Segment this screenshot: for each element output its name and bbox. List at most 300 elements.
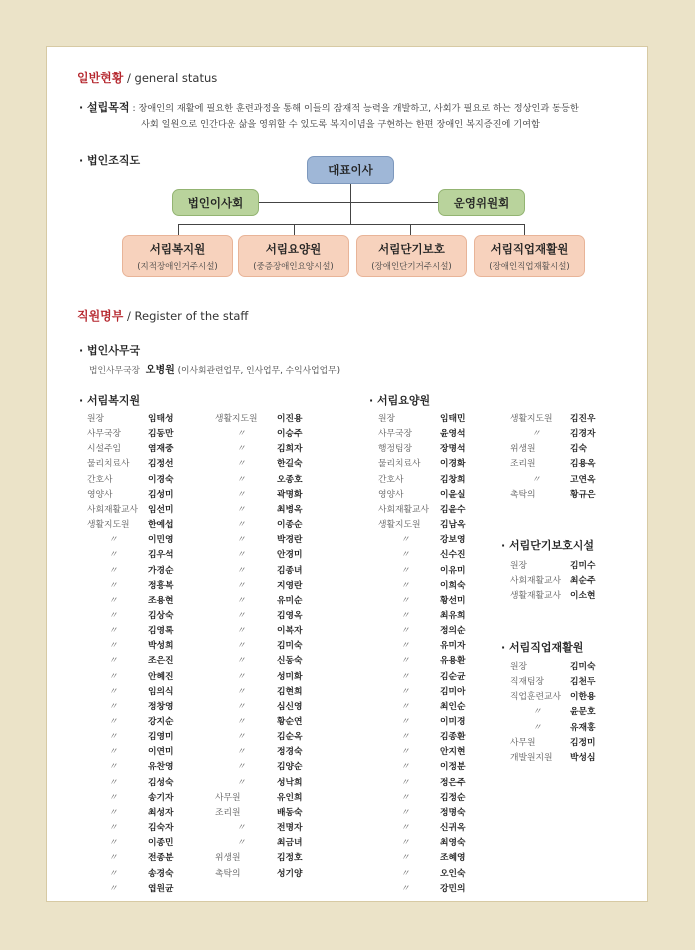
staff-name: 김종환: [440, 732, 466, 743]
staff-row: [87, 745, 198, 760]
staff-role: 〃: [236, 580, 246, 591]
staff-role: 〃: [400, 747, 410, 758]
staff-name: 한길숙: [277, 459, 303, 470]
staff-name: 유용환: [440, 656, 466, 667]
staff-role: 〃: [400, 701, 410, 712]
staff-row: [215, 685, 327, 700]
staff-name: 황선미: [440, 595, 466, 606]
staff-role: 〃: [108, 550, 118, 561]
staff-role: 직업훈련교사: [510, 692, 561, 703]
org-line-drop-2: [294, 224, 295, 235]
staff-role: 사무국장: [87, 429, 121, 440]
staff-role: 〃: [108, 565, 118, 576]
staff-role: 〃: [400, 580, 410, 591]
staff-row: [378, 730, 490, 745]
org-line-horizontal-bottom: [178, 224, 524, 225]
staff-row: [215, 533, 327, 548]
staff-row: [378, 564, 490, 579]
staff-row: [510, 574, 620, 589]
staff-role: 〃: [108, 747, 118, 758]
staff-name: 김정호: [277, 853, 303, 864]
staff-role: 〃: [236, 520, 246, 531]
staff-row: [87, 533, 198, 548]
staff-role: 〃: [400, 626, 410, 637]
staff-name: 정은주: [440, 777, 466, 788]
staff-role: 생활지도원: [87, 520, 130, 531]
staff-name: 오인숙: [440, 868, 466, 879]
staff-role: 〃: [236, 671, 246, 682]
staff-row: [510, 690, 620, 705]
staff-role: 〃: [400, 853, 410, 864]
staff-name: 강보영: [440, 535, 466, 546]
staff-name: 유찬영: [148, 762, 174, 773]
staff-name: 김숙: [570, 444, 587, 455]
staff-name: 김양순: [277, 762, 303, 773]
staff-role: 〃: [531, 429, 541, 440]
staff-role: 〃: [400, 641, 410, 652]
staff-row: [215, 821, 327, 836]
staff-row: [378, 685, 490, 700]
staff-role: 〃: [236, 504, 246, 515]
staff-row: [378, 518, 490, 533]
org-unit-4: 서림직업재활원 (장애인직업재활시설): [474, 235, 585, 277]
staff-row: [87, 670, 198, 685]
staff-name: 김순옥: [277, 732, 303, 743]
staff-name: 유미순: [277, 595, 303, 606]
staff-name: 김창희: [440, 474, 466, 485]
staff-name: 전명자: [277, 823, 303, 834]
staff-name: 강지순: [148, 717, 174, 727]
staff-role: 원장: [510, 561, 527, 571]
staff-role: 사회재활교사: [87, 504, 138, 515]
staff-role: 〃: [236, 701, 246, 712]
staff-name: 이정분: [440, 762, 466, 773]
staff-role: 〃: [236, 686, 246, 697]
staff-row: [215, 745, 327, 760]
staff-role: 〃: [400, 686, 410, 697]
staff-name: 이경화: [440, 459, 466, 470]
staff-role: 〃: [108, 686, 118, 697]
staff-name: 최유희: [440, 610, 466, 621]
staff-row: [215, 488, 327, 503]
staff-role: 〃: [108, 701, 118, 712]
staff-name: 배동숙: [277, 807, 303, 818]
staff-name: 김우석: [148, 550, 174, 561]
staff-role: 〃: [236, 656, 246, 667]
staff-row: [215, 457, 327, 472]
staff-row: [378, 670, 490, 685]
staff-row: [87, 700, 198, 715]
staff-name: 정창영: [148, 701, 174, 712]
org-unit-3: 서림단기보호 (장애인단기거주시설): [356, 235, 467, 277]
staff-role: 영양사: [87, 489, 113, 500]
staff-role: 〃: [108, 838, 118, 849]
staff-row: [215, 503, 327, 518]
staff-name: 김용옥: [570, 459, 596, 470]
staff-row: [378, 548, 490, 563]
staff-role: 〃: [108, 807, 118, 818]
staff-name: 유인희: [277, 792, 303, 803]
staff-name: 김진우: [570, 414, 596, 424]
staff-name: 임의식: [148, 686, 174, 697]
staff-name: 최순주: [570, 576, 596, 587]
staff-row: [378, 715, 490, 730]
staff-role: 〃: [108, 868, 118, 879]
org-unit-2: 서림요양원 (중증장애인요양시설): [238, 235, 349, 277]
purpose-line1: · 설립목적 : 장애인의 재활에 필요한 훈련과정을 통해 이들의 잠재적 능력을 개발하고, 사회가 필요로 하는 정상인과 동등한: [79, 101, 579, 114]
staff-row: [378, 745, 490, 760]
staff-name: 염재중: [148, 444, 174, 455]
staff-row: [87, 594, 198, 609]
org-line-drop-1: [178, 224, 179, 235]
staff-row: [510, 442, 620, 457]
staff-row: [215, 715, 327, 730]
staff-role: 〃: [236, 474, 246, 485]
staff-role: 〃: [108, 823, 118, 834]
staff-name: 지영란: [277, 580, 303, 591]
staff-name: 김미숙: [277, 641, 303, 652]
org-board-box: 법인이사회: [172, 189, 259, 216]
staff-row: [87, 564, 198, 579]
staff-role: 생활재활교사: [510, 591, 561, 602]
staff-row: [510, 488, 620, 503]
staff-name: 엽원균: [148, 883, 174, 894]
staff-role: 〃: [236, 823, 246, 834]
staff-row: [215, 412, 327, 427]
staff-name: 신수진: [440, 550, 466, 561]
org-committee-box: 운영위원회: [438, 189, 525, 216]
staff-row: [378, 442, 490, 457]
staff-role: 〃: [400, 610, 410, 621]
staff-role: 사회재활교사: [510, 576, 561, 587]
staff-name: 임선미: [148, 504, 174, 515]
staff-role: 직재팀장: [510, 677, 544, 688]
staff-name: 이승주: [277, 429, 303, 440]
staff-role: 〃: [108, 535, 118, 546]
staff-row: [87, 791, 198, 806]
staff-name: 정명숙: [440, 807, 466, 818]
staff-name: 최영숙: [440, 838, 466, 849]
staff-row: [378, 473, 490, 488]
staff-name: 최병옥: [277, 504, 303, 515]
staff-row: [215, 700, 327, 715]
staff-row: [378, 427, 490, 442]
staff-name: 송경숙: [148, 868, 174, 879]
staff-name: 이유미: [440, 565, 466, 576]
staff-row: [87, 654, 198, 669]
general-title-en: / general status: [123, 71, 218, 85]
staff-row: [87, 776, 198, 791]
staff-name: 윤영석: [440, 429, 466, 440]
staff-row: [215, 579, 327, 594]
staff-name: 김남옥: [440, 520, 466, 531]
staff-role: 〃: [400, 595, 410, 606]
staff-row: [87, 851, 198, 866]
staff-role: 〃: [236, 747, 246, 758]
staff-role: 〃: [236, 550, 246, 561]
staff-role: 〃: [400, 762, 410, 773]
staff-row: [510, 751, 620, 766]
staff-name: 김영록: [148, 626, 174, 637]
staff-row: [215, 624, 327, 639]
staff-row: [378, 594, 490, 609]
staff-role: 〃: [108, 732, 118, 743]
staff-row: [378, 867, 490, 882]
staff-row: [87, 806, 198, 821]
staff-row: [510, 660, 620, 675]
staff-row: [510, 721, 620, 736]
staff-name: 최금녀: [277, 838, 303, 849]
staff-name: 김정순: [440, 792, 466, 803]
staff-role: 위생원: [510, 444, 536, 455]
staff-row: [215, 654, 327, 669]
staff-row: [215, 760, 327, 775]
staff-title-ko: 직원명부: [77, 309, 124, 323]
staff-role: 간호사: [87, 474, 113, 485]
staff-role: 시설주임: [87, 444, 121, 455]
staff-row: [87, 412, 198, 427]
staff-row: [510, 412, 620, 427]
staff-role: 〃: [236, 641, 246, 652]
staff-row: [87, 473, 198, 488]
org-line-vertical-main: [350, 184, 351, 224]
staff-name: 송기자: [148, 792, 174, 803]
staff-role: 〃: [400, 535, 410, 546]
staff-row: [87, 685, 198, 700]
staff-role: 〃: [400, 823, 410, 834]
staff-row: [87, 503, 198, 518]
staff-name: 성미화: [277, 671, 303, 682]
staff-name: 유재홍: [570, 722, 596, 733]
staff-row: [215, 594, 327, 609]
staff-register-heading: [77, 307, 248, 324]
staff-role: 〃: [108, 626, 118, 637]
staff-name: 이종민: [148, 838, 174, 849]
staff-row: [510, 457, 620, 472]
staff-role: 〃: [531, 474, 541, 485]
staff-row: [378, 457, 490, 472]
staff-role: 사무원: [215, 792, 241, 803]
staff-row: [87, 882, 198, 897]
staff-row: [87, 518, 198, 533]
staff-name: 이종순: [277, 520, 303, 531]
org-line-horizontal-mid: [259, 202, 438, 203]
staff-role: 〃: [400, 732, 410, 743]
staff-role: 〃: [236, 444, 246, 455]
staff-row: [378, 806, 490, 821]
staff-role: 〃: [108, 595, 118, 606]
office-duties: (이사회관련업무, 인사업무, 수익사업업무): [177, 366, 341, 376]
section-title-nursing: · 서림요양원: [369, 394, 431, 407]
section-title-vocational: · 서림직업재활원: [501, 641, 584, 654]
staff-row: [87, 821, 198, 836]
staff-role: 〃: [400, 838, 410, 849]
staff-name: 임태성: [148, 414, 174, 424]
staff-name: 정경숙: [277, 747, 303, 758]
staff-title-en: / Register of the staff: [123, 309, 249, 323]
staff-role: 〃: [236, 762, 246, 773]
staff-role: 사무원: [510, 737, 536, 748]
staff-role: 원장: [87, 414, 104, 424]
staff-role: 생활지도원: [215, 414, 258, 424]
staff-name: 김영옥: [277, 610, 303, 621]
staff-role: 물리치료사: [87, 459, 130, 470]
purpose-text-2: 사회 일원으로 인간다운 삶을 영위할 수 있도록 복지이념을 구현하는 한편 장애인 복지증진에 기여함: [141, 119, 540, 130]
staff-row: [378, 533, 490, 548]
staff-name: 성낙희: [277, 777, 303, 788]
staff-row: [510, 675, 620, 690]
staff-role: 〃: [236, 595, 246, 606]
staff-row: [215, 442, 327, 457]
office-row: [89, 361, 340, 376]
staff-name: 오종호: [277, 474, 303, 485]
staff-name: 이연미: [148, 747, 174, 758]
staff-role: 〃: [108, 762, 118, 773]
staff-role: 〃: [236, 626, 246, 637]
staff-role: 〃: [108, 883, 118, 894]
staff-row: [215, 473, 327, 488]
org-line-drop-3: [410, 224, 411, 235]
staff-name: 전종분: [148, 853, 174, 864]
staff-name: 정의순: [440, 626, 466, 637]
staff-name: 박성심: [570, 752, 596, 763]
staff-role: 위생원: [215, 853, 241, 864]
staff-row: [378, 760, 490, 775]
staff-row: [215, 867, 327, 882]
office-name: 오병원: [145, 365, 175, 376]
org-unit-1: 서림복지원 (지적장애인거주시설): [122, 235, 233, 277]
section-title-shortterm: · 서림단기보호시설: [501, 539, 595, 552]
staff-role: 생활지도원: [378, 520, 421, 531]
staff-name: 김성숙: [148, 777, 174, 788]
staff-name: 안경미: [277, 550, 303, 561]
staff-role: 〃: [236, 429, 246, 440]
staff-name: 안지현: [440, 747, 466, 758]
staff-row: [215, 776, 327, 791]
staff-role: 원장: [510, 662, 527, 672]
staff-role: 〃: [108, 656, 118, 667]
staff-name: 김영미: [148, 732, 174, 743]
staff-role: 〃: [236, 459, 246, 470]
staff-row: [378, 836, 490, 851]
staff-row: [87, 442, 198, 457]
staff-row: [510, 473, 620, 488]
staff-role: 〃: [532, 722, 542, 733]
staff-role: 행정팀장: [378, 444, 412, 455]
staff-row: [215, 609, 327, 624]
staff-name: 조용현: [148, 595, 174, 606]
staff-role: 〃: [108, 641, 118, 652]
staff-name: 조은진: [148, 656, 174, 667]
section-title-welfare: · 서림복지원: [79, 394, 141, 407]
staff-role: 〃: [108, 671, 118, 682]
staff-name: 윤문호: [570, 707, 596, 718]
staff-row: [215, 518, 327, 533]
staff-row: [378, 654, 490, 669]
staff-name: 신귀옥: [440, 823, 466, 834]
staff-name: 김경자: [570, 429, 596, 440]
purpose-text-1: 장애인의 재활에 필요한 훈련과정을 통해 이들의 잠재적 능력을 개발하고, 사회가 필요로 하는 정상인과 동등한: [138, 103, 579, 114]
staff-name: 이민영: [148, 535, 174, 546]
staff-name: 김성미: [148, 489, 174, 500]
staff-name: 한예섭: [148, 520, 174, 531]
staff-name: 김천두: [570, 677, 596, 688]
staff-row: [87, 579, 198, 594]
staff-name: 장명석: [440, 444, 466, 455]
staff-role: 〃: [400, 883, 410, 894]
staff-name: 곽명화: [277, 489, 303, 500]
staff-role: 〃: [108, 580, 118, 591]
staff-role: 조리원: [510, 459, 536, 470]
staff-role: 〃: [400, 717, 410, 727]
staff-role: 사회재활교사: [378, 504, 429, 515]
staff-row: [510, 736, 620, 751]
staff-role: 〃: [236, 717, 246, 727]
staff-name: 고연옥: [570, 474, 596, 485]
staff-name: 김정선: [148, 459, 174, 470]
staff-name: 강민의: [440, 883, 466, 894]
staff-row: [215, 564, 327, 579]
staff-name: 김윤수: [440, 504, 466, 515]
staff-row: [378, 776, 490, 791]
staff-row: [87, 760, 198, 775]
staff-name: 가경순: [148, 565, 174, 576]
staff-row: [378, 503, 490, 518]
staff-name: 박성희: [148, 641, 174, 652]
staff-role: 〃: [236, 732, 246, 743]
org-chart-label: · 법인조직도: [79, 154, 141, 167]
staff-name: 최인순: [440, 701, 466, 712]
staff-name: 황규은: [570, 489, 596, 500]
staff-row: [87, 867, 198, 882]
staff-row: [87, 730, 198, 745]
staff-row: [87, 457, 198, 472]
staff-role: 영양사: [378, 489, 404, 500]
org-ceo-box: 대표이사: [307, 156, 394, 184]
staff-name: 김현희: [277, 686, 303, 697]
staff-row: [215, 806, 327, 821]
staff-row: [378, 609, 490, 624]
staff-row: [87, 427, 198, 442]
staff-row: [378, 851, 490, 866]
staff-row: [215, 836, 327, 851]
staff-name: 임태민: [440, 414, 466, 424]
staff-role: 〃: [236, 565, 246, 576]
staff-row: [378, 639, 490, 654]
staff-row: [378, 412, 490, 427]
staff-row: [378, 579, 490, 594]
staff-role: 〃: [108, 610, 118, 621]
staff-row: [87, 624, 198, 639]
staff-role: 조리원: [215, 807, 241, 818]
staff-row: [87, 609, 198, 624]
staff-name: 이복자: [277, 626, 303, 637]
org-line-drop-4: [524, 224, 525, 235]
document-page: [46, 46, 648, 902]
staff-row: [378, 791, 490, 806]
staff-role: 〃: [400, 807, 410, 818]
staff-row: [87, 488, 198, 503]
staff-name: 신동숙: [277, 656, 303, 667]
staff-name: 최성자: [148, 807, 174, 818]
staff-name: 이소현: [570, 591, 596, 602]
staff-role: 〃: [400, 777, 410, 788]
staff-name: 김동만: [148, 429, 174, 440]
staff-row: [215, 791, 327, 806]
staff-role: 생활지도원: [510, 414, 553, 424]
staff-name: 이경숙: [148, 474, 174, 485]
staff-name: 박경란: [277, 535, 303, 546]
